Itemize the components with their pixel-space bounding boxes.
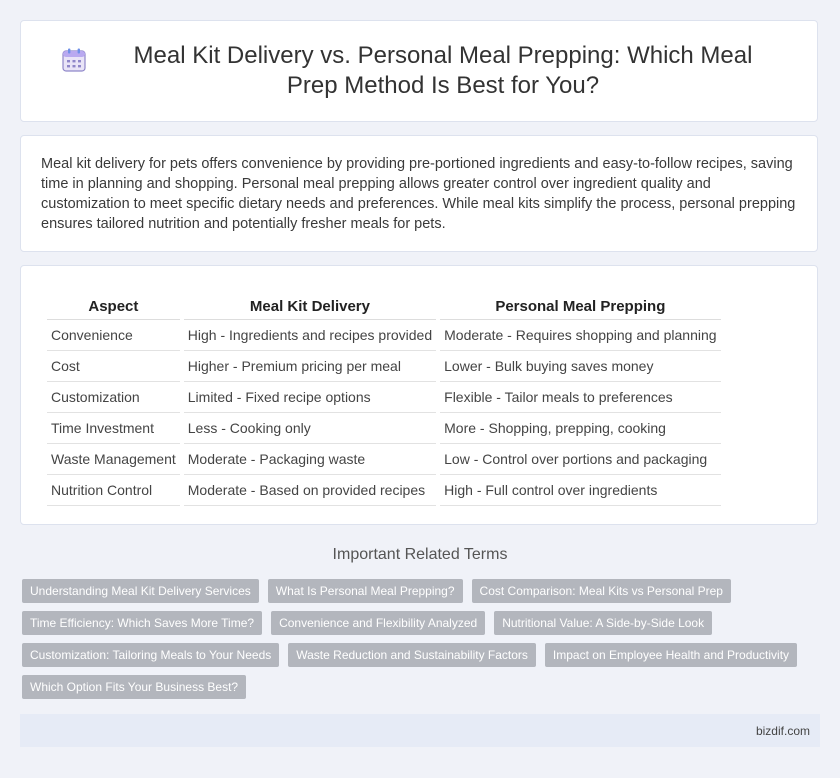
table-cell: Flexible - Tailor meals to preferences bbox=[440, 382, 720, 413]
table-row bbox=[47, 444, 721, 475]
table-cell: Customization bbox=[47, 382, 180, 413]
related-terms-list bbox=[22, 579, 802, 699]
footer-bar bbox=[20, 714, 820, 747]
table-cell: Convenience bbox=[47, 320, 180, 351]
intro-text: Meal kit delivery for pets offers convenience by providing pre-portioned ingredients and easy-to-follow recipes, saving time in planning and shopping. Personal meal prepping allows greater control over ingredient quality and customization to meet specific dietary needs and preferences. While meal kits simplify the process, personal prepping ensures tailored nutrition and potentially fresher meals for pets. bbox=[41, 156, 796, 232]
table-cell: High - Ingredients and recipes provided bbox=[184, 320, 436, 351]
table-cell: Less - Cooking only bbox=[184, 413, 436, 444]
table-row bbox=[47, 382, 721, 413]
related-term-link[interactable]: Customization: Tailoring Meals to Your Needs bbox=[22, 643, 279, 667]
table-cell: Lower - Bulk buying saves money bbox=[440, 351, 720, 382]
table-cell: Higher - Premium pricing per meal bbox=[184, 351, 436, 382]
table-cell: More - Shopping, prepping, cooking bbox=[440, 413, 720, 444]
table-cell: Nutrition Control bbox=[47, 475, 180, 506]
related-term-link[interactable]: Cost Comparison: Meal Kits vs Personal Prep bbox=[472, 579, 731, 603]
comparison-card bbox=[20, 265, 818, 525]
table-cell: Low - Control over portions and packaging bbox=[440, 444, 720, 475]
table-cell: Moderate - Based on provided recipes bbox=[184, 475, 436, 506]
table-row bbox=[47, 475, 721, 506]
related-term-link[interactable]: Nutritional Value: A Side-by-Side Look bbox=[494, 611, 712, 635]
site-name[interactable]: bizdif.com bbox=[755, 723, 810, 738]
table-cell: High - Full control over ingredients bbox=[440, 475, 720, 506]
table-header-row bbox=[47, 293, 721, 320]
table-cell: Moderate - Packaging waste bbox=[184, 444, 436, 475]
table-cell: Waste Management bbox=[47, 444, 180, 475]
calendar-icon bbox=[61, 47, 87, 73]
header-card bbox=[20, 20, 818, 122]
column-header: Aspect bbox=[47, 293, 180, 320]
related-term-link[interactable]: Time Efficiency: Which Saves More Time? bbox=[22, 611, 262, 635]
table-row bbox=[47, 413, 721, 444]
intro-card bbox=[20, 135, 818, 252]
table-cell: Limited - Fixed recipe options bbox=[184, 382, 436, 413]
table-row bbox=[47, 320, 721, 351]
page-title: Meal Kit Delivery vs. Personal Meal Prepping: Which Meal Prep Method Is Best for You? bbox=[133, 42, 753, 99]
column-header: Meal Kit Delivery bbox=[184, 293, 436, 320]
related-terms-title: Important Related Terms bbox=[332, 546, 508, 563]
related-term-link[interactable]: Convenience and Flexibility Analyzed bbox=[271, 611, 485, 635]
related-term-link[interactable]: Which Option Fits Your Business Best? bbox=[22, 675, 246, 699]
table-cell: Moderate - Requires shopping and planning bbox=[440, 320, 720, 351]
table-cell: Cost bbox=[47, 351, 180, 382]
related-term-link[interactable]: Understanding Meal Kit Delivery Services bbox=[22, 579, 259, 603]
table-cell: Time Investment bbox=[47, 413, 180, 444]
table-row bbox=[47, 351, 721, 382]
related-term-link[interactable]: Waste Reduction and Sustainability Factors bbox=[288, 643, 536, 667]
column-header: Personal Meal Prepping bbox=[440, 293, 720, 320]
related-term-link[interactable]: Impact on Employee Health and Productivity bbox=[545, 643, 797, 667]
related-term-link[interactable]: What Is Personal Meal Prepping? bbox=[268, 579, 463, 603]
comparison-table bbox=[43, 293, 725, 506]
